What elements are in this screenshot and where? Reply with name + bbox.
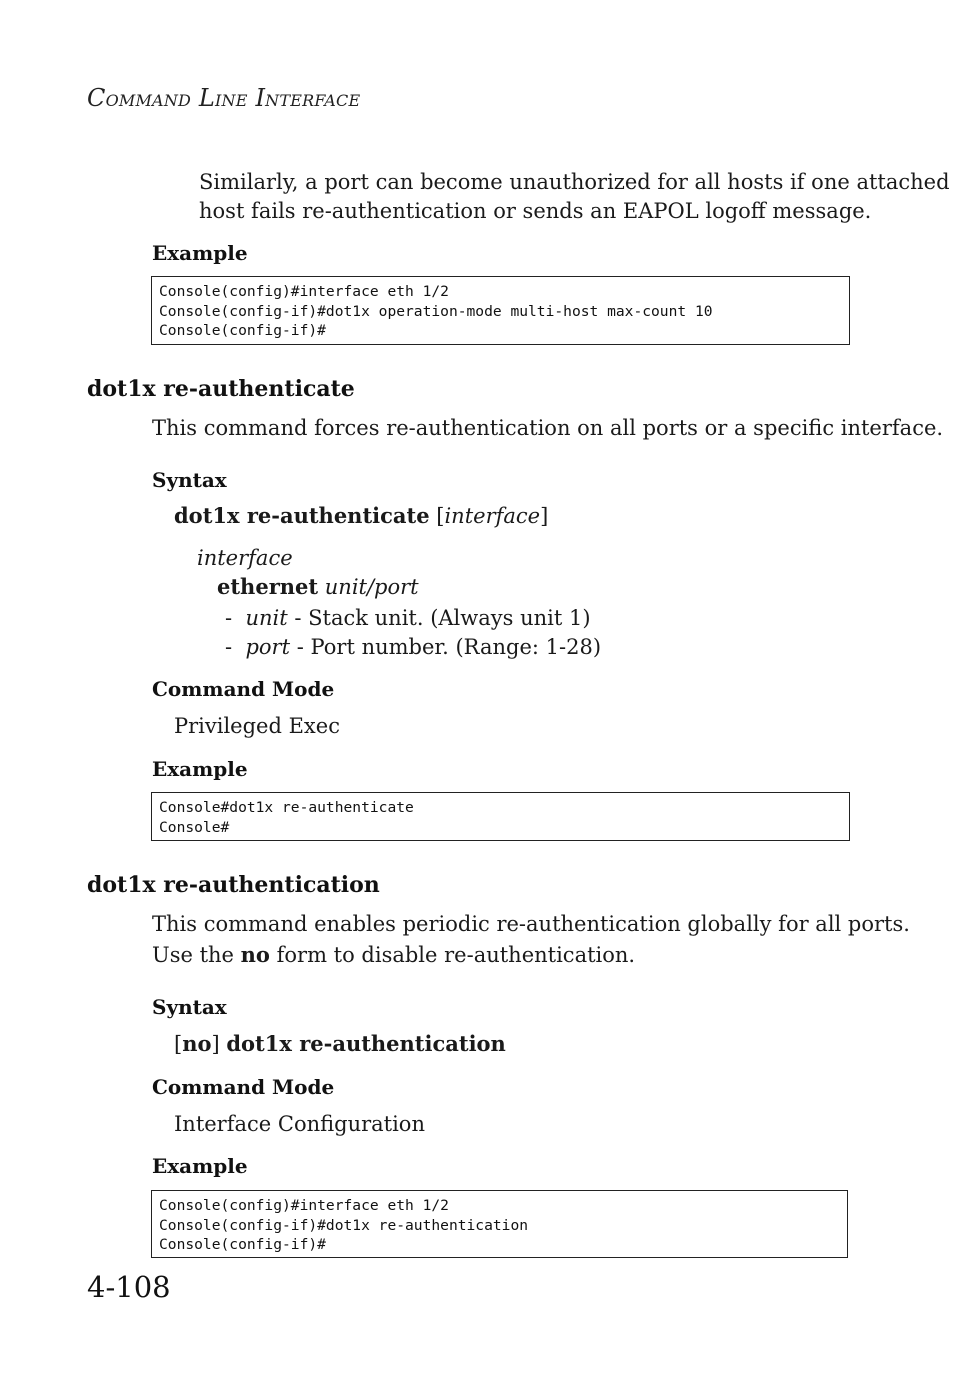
- code-line: Console(config-if)#dot1x operation-mode multi-host max-count 10: [159, 302, 713, 320]
- code-line: Console(config-if)#: [159, 322, 326, 340]
- syntax-bracket: ]: [540, 504, 549, 528]
- command-mode-label: Command Mode: [152, 677, 335, 701]
- syntax-bracket: [: [429, 504, 445, 528]
- example-label: Example: [152, 241, 248, 265]
- bullet-unit: [225, 603, 591, 633]
- syntax-label: Syntax: [152, 995, 227, 1019]
- reauthentication-description-2: [152, 940, 635, 970]
- syntax-label: Syntax: [152, 468, 227, 492]
- section-title-reauthentication: dot1x re-authentication: [87, 872, 380, 898]
- syntax-command: dot1x re-authenticate: [174, 503, 430, 528]
- intro-line-2: host fails re-authentication or sends an EAPOL logoff message.: [199, 199, 872, 223]
- header-space: [191, 84, 199, 112]
- bullet-dash: -: [225, 606, 233, 630]
- command-mode-label: Command Mode: [152, 1075, 335, 1099]
- header-c: C: [87, 84, 106, 112]
- example-label: Example: [152, 757, 248, 781]
- header-ine: INE: [215, 91, 248, 110]
- code-line: Console#dot1x re-authenticate: [159, 799, 414, 816]
- command-mode-value: Interface Configuration: [174, 1112, 425, 1136]
- header-nterface: NTERFACE: [265, 91, 361, 110]
- code-example-2: [151, 792, 850, 841]
- port-name: port: [245, 635, 291, 659]
- param-ethernet: [217, 572, 419, 602]
- reauthenticate-syntax: [174, 501, 548, 531]
- header-i: I: [255, 84, 266, 112]
- command-mode-value: Privileged Exec: [174, 714, 340, 738]
- code-line: Console#: [159, 818, 230, 836]
- reauthentication-description-1: This command enables periodic re-authentication globally for all ports.: [152, 912, 910, 936]
- desc-text: Use the: [152, 943, 241, 967]
- bullet-dash: -: [225, 635, 233, 659]
- param-interface: interface: [197, 546, 293, 570]
- intro-line-1: Similarly, a port can become unauthorized for all hosts if one attached: [199, 170, 950, 194]
- reauthentication-syntax: [174, 1029, 506, 1059]
- unit-name: unit: [245, 606, 288, 630]
- unit-desc: - Stack unit. (Always unit 1): [287, 606, 591, 630]
- syntax-bracket: ]: [211, 1032, 227, 1056]
- syntax-bracket: [: [174, 1032, 183, 1056]
- unit-port: unit/port: [324, 575, 419, 599]
- code-line: Console(config-if)#: [159, 1236, 326, 1254]
- bullet-port: [225, 632, 601, 662]
- running-header: [87, 84, 360, 112]
- no-keyword: no: [182, 1031, 212, 1056]
- syntax-command: dot1x re-authentication: [226, 1031, 506, 1056]
- port-desc: - Port number. (Range: 1-28): [290, 635, 602, 659]
- code-line: Console(config)#interface eth 1/2: [159, 1197, 449, 1214]
- header-l: L: [198, 84, 216, 112]
- code-line: Console(config)#interface eth 1/2: [159, 283, 449, 300]
- code-line: Console(config-if)#dot1x re-authentication: [159, 1216, 529, 1234]
- code-example-1: [151, 276, 850, 345]
- syntax-param: interface: [444, 504, 541, 528]
- reauthenticate-description: This command forces re-authentication on all ports or a specific interface.: [152, 416, 944, 440]
- section-title-reauthenticate: dot1x re-authenticate: [87, 376, 355, 402]
- header-ommand: OMMAND: [105, 91, 192, 110]
- example-label: Example: [152, 1154, 248, 1178]
- ethernet-keyword: ethernet: [217, 574, 319, 599]
- no-keyword: no: [240, 942, 270, 967]
- desc-text: form to disable re-authentication.: [269, 943, 636, 967]
- code-example-3: [151, 1190, 848, 1258]
- page-number: 4-108: [87, 1270, 171, 1304]
